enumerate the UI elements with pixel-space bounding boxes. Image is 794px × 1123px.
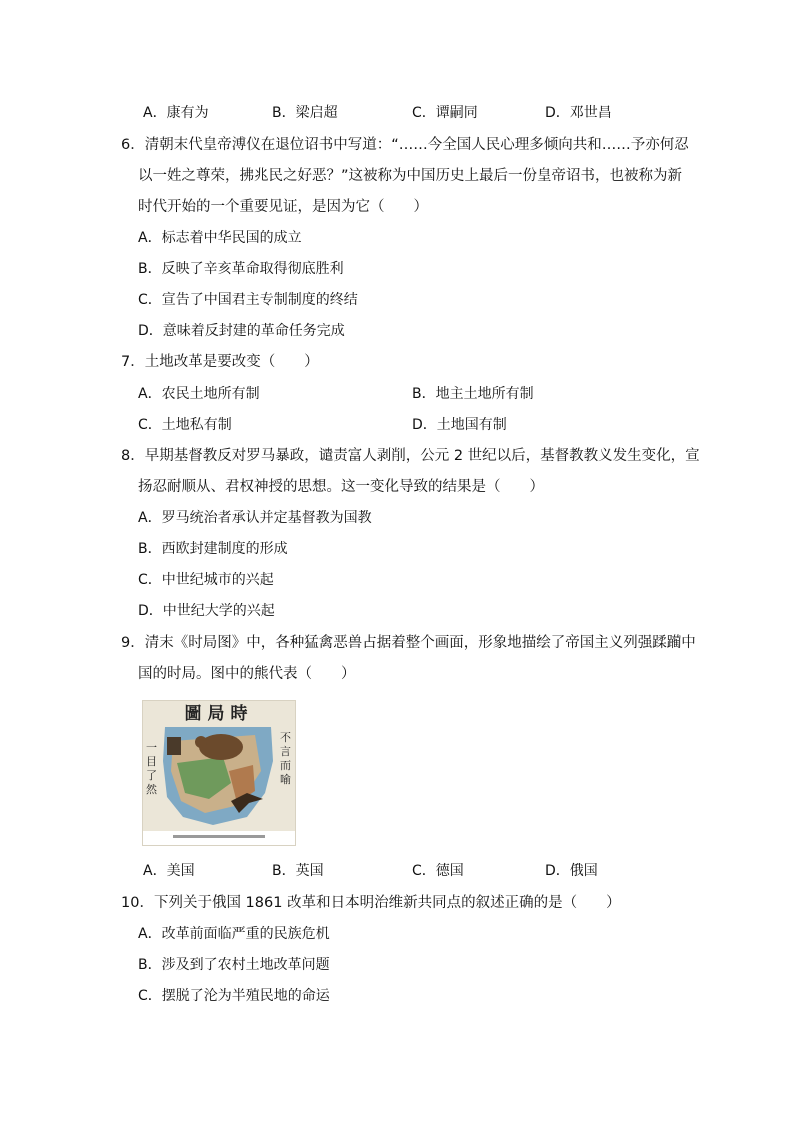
q7-stem: 7．土地改革是要改变（ ） xyxy=(121,354,319,370)
q9-stem-line-1: 9．清末《时局图》中，各种猛禽恶兽占据着整个画面，形象地描绘了帝国主义列强蹂躏中 xyxy=(121,635,696,651)
q6-stem-line-1: 6．清朝末代皇帝溥仪在退位诏书中写道：“……今全国人民心理多倾向共和……予亦何忍 xyxy=(121,137,689,153)
q10-stem: 10．下列关于俄国 1861 改革和日本明治维新共同点的叙述正确的是（ ） xyxy=(121,895,621,911)
q5-option-b: B．梁启超 xyxy=(272,105,338,121)
q6-option-a: A．标志着中华民国的成立 xyxy=(138,230,302,246)
image-right-caption: 不言而喻 xyxy=(280,731,291,786)
q8-option-a: A．罗马统治者承认并定基督教为国教 xyxy=(138,510,372,526)
q6-option-d: D．意味着反封建的革命任务完成 xyxy=(138,323,345,339)
q8-stem-line-1: 8．早期基督教反对罗马暴政，谴责富人剥削，公元 2 世纪以后，基督教教义发生变化，宣 xyxy=(121,448,700,464)
cartoon-illustration xyxy=(143,701,295,845)
q7-option-a: A．农民土地所有制 xyxy=(138,386,260,402)
image-title: 圖局時 xyxy=(184,704,254,724)
q7-option-b: B．地主土地所有制 xyxy=(412,386,534,402)
q5-option-d: D．邓世昌 xyxy=(545,105,612,121)
q6-stem-line-3: 时代开始的一个重要见证，是因为它（ ） xyxy=(138,199,428,215)
q6-option-b: B．反映了辛亥革命取得彻底胜利 xyxy=(138,261,344,277)
q8-stem-line-2: 扬忍耐顺从、君权神授的思想。这一变化导致的结果是（ ） xyxy=(138,479,544,495)
q9-option-d: D．俄国 xyxy=(545,863,598,879)
q5-option-a: A．康有为 xyxy=(143,105,209,121)
q6-option-c: C．宣告了中国君主专制制度的终结 xyxy=(138,292,358,308)
q9-option-b: B．英国 xyxy=(272,863,324,879)
q7-option-c: C．土地私有制 xyxy=(138,417,232,433)
q9-option-c: C．德国 xyxy=(412,863,464,879)
q5-option-c: C．谭嗣同 xyxy=(412,105,478,121)
q8-option-d: D．中世纪大学的兴起 xyxy=(138,603,275,619)
image-left-caption: 一目了然 xyxy=(146,741,157,796)
q7-option-d: D．土地国有制 xyxy=(412,417,507,433)
q8-option-b: B．西欧封建制度的形成 xyxy=(138,541,288,557)
q8-option-c: C．中世纪城市的兴起 xyxy=(138,572,274,588)
shiju-tu-cartoon-image xyxy=(142,700,296,846)
q10-option-b: B．涉及到了农村土地改革问题 xyxy=(138,957,330,973)
q6-stem-line-2: 以一姓之尊荣，拂兆民之好恶？”这被称为中国历史上最后一份皇帝诏书，也被称为新 xyxy=(138,168,683,184)
q9-stem-line-2: 国的时局。图中的熊代表（ ） xyxy=(138,666,356,682)
q10-option-c: C．摆脱了沦为半殖民地的命运 xyxy=(138,988,330,1004)
q9-option-a: A．美国 xyxy=(143,863,195,879)
q10-option-a: A．改革前面临严重的民族危机 xyxy=(138,926,330,942)
